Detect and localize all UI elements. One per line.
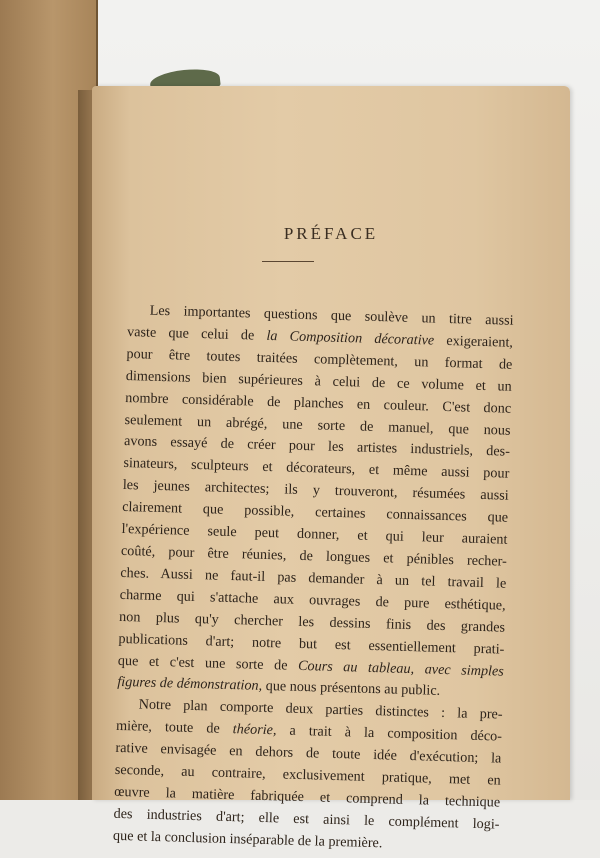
text-line: coûté, pour être réunies, de longues et pénibles recher-	[120, 542, 508, 570]
text-line: œuvre la matière fabriquée et comprend la technique	[114, 783, 501, 811]
text-line: seconde, au contraire, exclusivement pratique, met en	[114, 761, 501, 789]
text-line: rative envisagée en dehors de toute idée d'exécution; la	[115, 739, 502, 767]
title-divider	[262, 261, 314, 262]
text-line: pour être toutes traitées complètement, un format de	[126, 345, 513, 373]
text-line: avons essayé de créer pour les artistes industriels, des-	[123, 433, 511, 461]
text-segment: que nous présentons au public.	[261, 678, 441, 700]
italic-segment: théorie,	[232, 721, 277, 739]
text-segment: a trait à la composition déco-	[276, 722, 503, 745]
page-title: PRÉFACE	[283, 224, 379, 243]
italic-segment: la Composition décorative	[266, 327, 435, 349]
text-line: seulement un abrégé, une sorte de manuel, que nous	[124, 411, 511, 439]
text-segment: vaste que celui de	[126, 323, 267, 344]
text-line: dimensions bien supérieures à celui de ce volume et un	[125, 367, 512, 395]
text-line: ches. Aussi ne faut-il pas demander à un tel travail le	[120, 564, 507, 592]
text-line: les jeunes architectes; ils y trouveront, résumées aussi	[122, 477, 509, 504]
italic-segment: Cours au tableau, avec simples	[297, 657, 505, 680]
text-line: non plus qu'y chercher les dessins finis des grandes	[118, 608, 506, 636]
text-line: clairement que possible, certaines connaissances que	[121, 499, 509, 526]
text-line: publications d'art; notre but est essentiellement prati-	[118, 630, 505, 658]
text-segment: mière, toute de	[115, 718, 233, 738]
text-line: Les importantes questions que soulève un titre aussi	[149, 302, 514, 329]
text-line: sinateurs, sculpteurs et décorateurs, et même aussi pour	[123, 455, 510, 483]
book-page	[92, 86, 570, 852]
preface-body	[113, 300, 514, 858]
text-segment: exigeraient,	[433, 332, 514, 351]
text-line: Notre plan comporte deux parties distinctes : la pre-	[138, 696, 503, 723]
italic-segment: figures de démonstration,	[117, 674, 263, 695]
text-line: charme qui s'attache aux ouvrages de pure esthétique,	[119, 586, 506, 614]
text-segment: que et c'est une sorte de	[117, 652, 299, 674]
text-line: des industries d'art; elle est ainsi le complément logi-	[113, 805, 500, 833]
text-line: l'expérience seule peut donner, et qui leur auraient	[121, 520, 508, 548]
text-line: nombre considérable de planches en couleur. C'est donc	[125, 389, 512, 417]
text-line: que et la conclusion inséparable de la première.	[112, 827, 383, 852]
